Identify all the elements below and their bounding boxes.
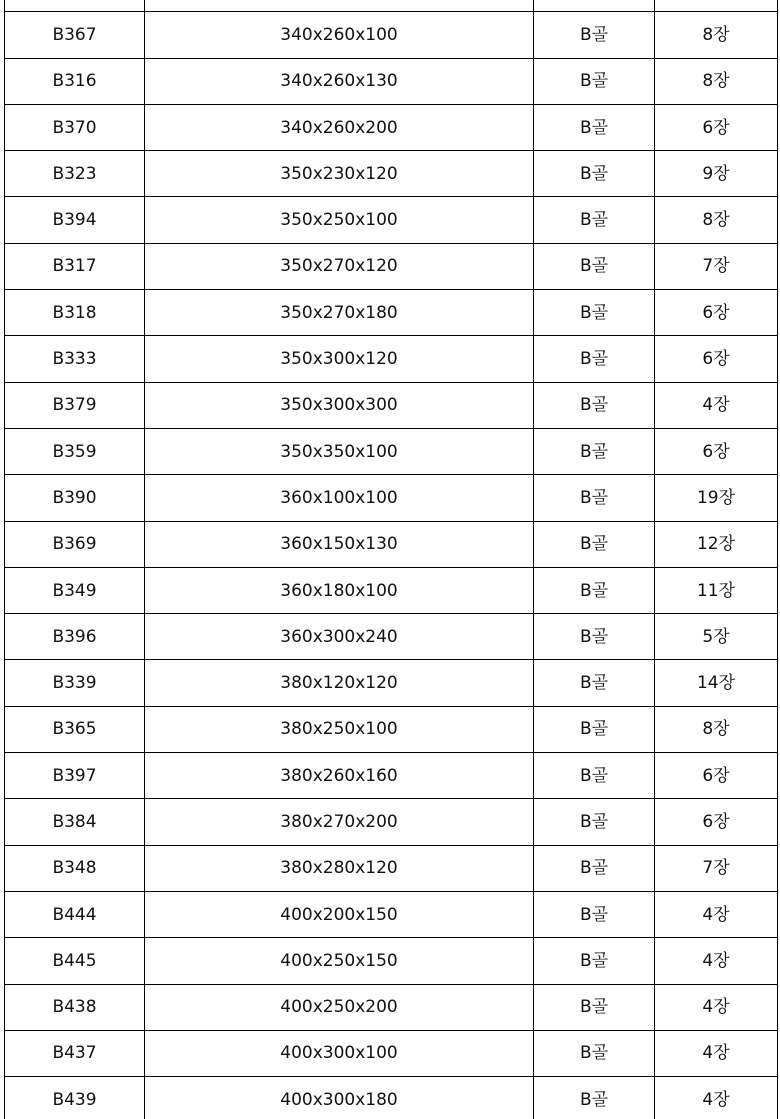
flute-type-cell: B골: [534, 104, 655, 150]
flute-type-cell: B골: [534, 614, 655, 660]
flute-type-cell: B골: [534, 567, 655, 613]
table-row: [5, 521, 778, 567]
quantity-cell: 6장: [655, 799, 778, 845]
flute-type-cell: B골: [534, 243, 655, 289]
box-size-cell: 360x300x240: [145, 614, 534, 660]
table-row: [5, 197, 778, 243]
table-row: [5, 475, 778, 521]
box-code-cell: B444: [5, 891, 145, 937]
box-size-cell: 350x250x100: [145, 197, 534, 243]
box-size-cell: 400x300x180: [145, 1077, 534, 1119]
table-row: [5, 891, 778, 937]
table-row: [5, 984, 778, 1030]
table-row: [5, 845, 778, 891]
flute-type-cell: B골: [534, 197, 655, 243]
table-row: [5, 12, 778, 58]
box-size-cell: 380x260x160: [145, 753, 534, 799]
box-size-cell: [145, 0, 534, 12]
table-row: [5, 1077, 778, 1119]
quantity-cell: 8장: [655, 12, 778, 58]
box-code-cell: B394: [5, 197, 145, 243]
table-row: [5, 660, 778, 706]
quantity-cell: 4장: [655, 938, 778, 984]
box-code-cell: B348: [5, 845, 145, 891]
table-row: [5, 243, 778, 289]
table-row: [5, 290, 778, 336]
box-size-cell: 360x150x130: [145, 521, 534, 567]
quantity-cell: 6장: [655, 428, 778, 474]
box-code-cell: B438: [5, 984, 145, 1030]
quantity-cell: 4장: [655, 984, 778, 1030]
flute-type-cell: B골: [534, 58, 655, 104]
box-spec-table-body: [5, 0, 778, 1119]
quantity-cell: 7장: [655, 845, 778, 891]
box-size-cell: 400x250x150: [145, 938, 534, 984]
quantity-cell: 8장: [655, 706, 778, 752]
box-size-cell: 380x270x200: [145, 799, 534, 845]
table-row: [5, 1030, 778, 1076]
quantity-cell: 6장: [655, 336, 778, 382]
box-code-cell: B333: [5, 336, 145, 382]
box-size-cell: 400x300x100: [145, 1030, 534, 1076]
table-row: [5, 614, 778, 660]
box-code-cell: B365: [5, 706, 145, 752]
box-code-cell: B445: [5, 938, 145, 984]
flute-type-cell: B골: [534, 660, 655, 706]
box-size-cell: 360x180x100: [145, 567, 534, 613]
box-code-cell: B439: [5, 1077, 145, 1119]
flute-type-cell: B골: [534, 706, 655, 752]
flute-type-cell: B골: [534, 938, 655, 984]
quantity-cell: 4장: [655, 382, 778, 428]
box-code-cell: B390: [5, 475, 145, 521]
table-row: [5, 0, 778, 12]
quantity-cell: 8장: [655, 58, 778, 104]
box-code-cell: B437: [5, 1030, 145, 1076]
flute-type-cell: B골: [534, 290, 655, 336]
box-size-cell: 380x250x100: [145, 706, 534, 752]
flute-type-cell: B골: [534, 382, 655, 428]
box-code-cell: B317: [5, 243, 145, 289]
box-code-cell: B349: [5, 567, 145, 613]
box-size-cell: 350x230x120: [145, 151, 534, 197]
table-row: [5, 382, 778, 428]
quantity-cell: 9장: [655, 151, 778, 197]
quantity-cell: 8장: [655, 197, 778, 243]
box-code-cell: B316: [5, 58, 145, 104]
quantity-cell: 12장: [655, 521, 778, 567]
box-size-cell: 380x120x120: [145, 660, 534, 706]
flute-type-cell: B골: [534, 984, 655, 1030]
box-code-cell: B369: [5, 521, 145, 567]
box-code-cell: [5, 0, 145, 12]
flute-type-cell: B골: [534, 799, 655, 845]
table-row: [5, 336, 778, 382]
quantity-cell: 11장: [655, 567, 778, 613]
box-code-cell: B367: [5, 12, 145, 58]
table-row: [5, 938, 778, 984]
box-size-cell: 400x200x150: [145, 891, 534, 937]
box-code-cell: B323: [5, 151, 145, 197]
box-spec-table: [4, 0, 778, 1119]
box-size-cell: 400x250x200: [145, 984, 534, 1030]
box-code-cell: B370: [5, 104, 145, 150]
quantity-cell: 6장: [655, 104, 778, 150]
flute-type-cell: [534, 0, 655, 12]
flute-type-cell: B골: [534, 845, 655, 891]
flute-type-cell: B골: [534, 891, 655, 937]
table-row: [5, 799, 778, 845]
box-size-cell: 340x260x130: [145, 58, 534, 104]
table-row: [5, 753, 778, 799]
box-size-cell: 340x260x200: [145, 104, 534, 150]
flute-type-cell: B골: [534, 753, 655, 799]
box-size-cell: 360x100x100: [145, 475, 534, 521]
quantity-cell: 7장: [655, 243, 778, 289]
quantity-cell: 4장: [655, 1030, 778, 1076]
flute-type-cell: B골: [534, 336, 655, 382]
quantity-cell: 6장: [655, 290, 778, 336]
box-size-cell: 350x350x100: [145, 428, 534, 474]
table-row: [5, 151, 778, 197]
table-row: [5, 58, 778, 104]
quantity-cell: 19장: [655, 475, 778, 521]
table-row: [5, 428, 778, 474]
box-code-cell: B397: [5, 753, 145, 799]
box-size-cell: 350x270x120: [145, 243, 534, 289]
flute-type-cell: B골: [534, 1077, 655, 1119]
box-size-cell: 350x270x180: [145, 290, 534, 336]
box-size-cell: 350x300x120: [145, 336, 534, 382]
box-code-cell: B359: [5, 428, 145, 474]
table-row: [5, 104, 778, 150]
box-code-cell: B384: [5, 799, 145, 845]
box-code-cell: B339: [5, 660, 145, 706]
quantity-cell: [655, 0, 778, 12]
box-size-cell: 380x280x120: [145, 845, 534, 891]
quantity-cell: 4장: [655, 891, 778, 937]
flute-type-cell: B골: [534, 151, 655, 197]
box-size-cell: 350x300x300: [145, 382, 534, 428]
box-size-cell: 340x260x100: [145, 12, 534, 58]
table-row: [5, 567, 778, 613]
quantity-cell: 5장: [655, 614, 778, 660]
box-code-cell: B318: [5, 290, 145, 336]
quantity-cell: 6장: [655, 753, 778, 799]
flute-type-cell: B골: [534, 1030, 655, 1076]
box-code-cell: B379: [5, 382, 145, 428]
quantity-cell: 4장: [655, 1077, 778, 1119]
flute-type-cell: B골: [534, 428, 655, 474]
table-row: [5, 706, 778, 752]
box-code-cell: B396: [5, 614, 145, 660]
flute-type-cell: B골: [534, 475, 655, 521]
flute-type-cell: B골: [534, 12, 655, 58]
flute-type-cell: B골: [534, 521, 655, 567]
quantity-cell: 14장: [655, 660, 778, 706]
